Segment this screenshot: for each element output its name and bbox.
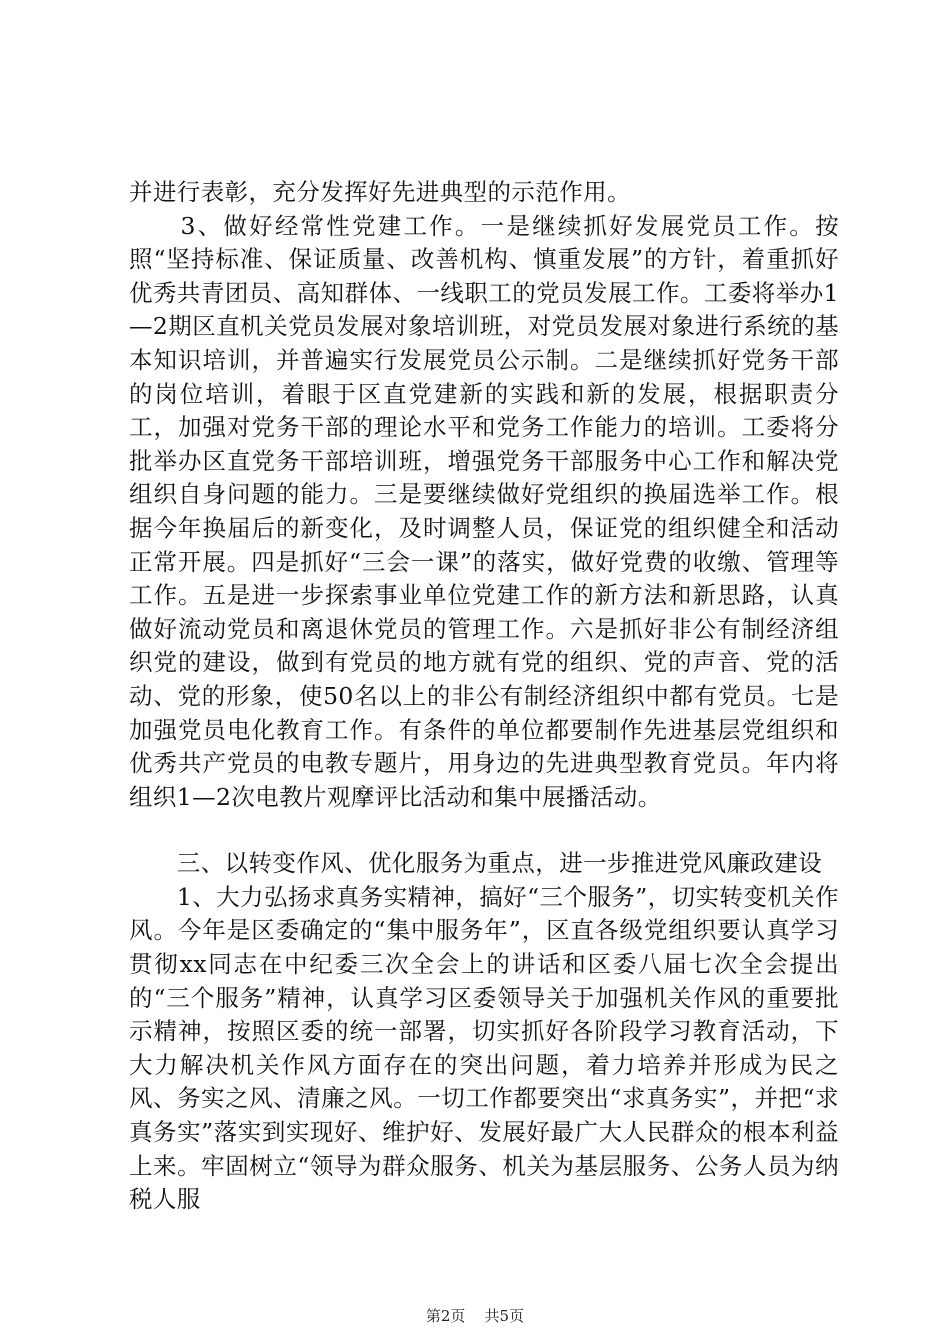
page-footer (0, 1305, 950, 1326)
paragraph-party-building: 3、做好经常性党建工作。一是继续抓好发展党员工作。按照“坚持标准、保证质量、改善机构、慎重发展”的方针，着重抓好优秀共青团员、高知群体、一线职工的党员发展工作。工委将举办1—2期区直机关党员发展对象培训班，对党员发展对象进行系统的基本知识培训，并普遍实行发展党员公示制。二是继续抓好党务干部的岗位培训，着眼于区直党建新的实践和新的发展，根据职责分工，加强对党务干部的理论水平和党务工作能力的培训。工委将分批举办区直党务干部培训班，增强党务干部服务中心工作和解决党组织自身问题的能力。三是要继续做好党组织的换届选举工作。根据今年换届后的新变化，及时调整人员，保证党的组织健全和活动正常开展。四是抓好“三会一课”的落实，做好党费的收缴、管理等工作。五是进一步探索事业单位党建工作的新方法和新思路，认真做好流动党员和离退休党员的管理工作。六是抓好非公有制经济组织党的建设，做到有党员的地方就有党的组织、党的声音、党的活动、党的形象，使50名以上的非公有制经济组织中都有党员。七是加强党员电化教育工作。有条件的单位都要制作先进基层党组织和优秀共产党员的电教专题片，用身边的先进典型教育党员。年内将组织1—2次电教片观摩评比活动和集中展播活动。 (129, 211, 839, 811)
page-number: 第2页 (425, 1307, 466, 1325)
paragraph-continuation: 并进行表彰，充分发挥好先进典型的示范作用。 (129, 178, 631, 206)
page-total: 共5页 (484, 1307, 525, 1325)
section-heading: 三、以转变作风、优化服务为重点，进一步推进党风廉政建设 (129, 849, 823, 878)
paragraph-work-style: 1、大力弘扬求真务实精神，搞好“三个服务”，切实转变机关作风。今年是区委确定的“集中服务年”，区直各级党组织要认真学习贯彻xx同志在中纪委三次全会上的讲话和区委八届七次全会提出的“三个服务”精神，认真学习区委领导关于加强机关作风的重要批示精神，按照区委的统一部署，切实抓好各阶段学习教育活动，下大力解决机关作风方面存在的突出问题，着力培养并形成为民之风、务实之风、清廉之风。一切工作都要突出“求真务实”，并把“求真务实”落实到实现好、维护好、发展好最广大人民群众的根本利益上来。牢固树立“领导为群众服务、机关为基层服务、公务人员为纳税人服 (129, 882, 839, 1214)
document-body (129, 176, 839, 1217)
